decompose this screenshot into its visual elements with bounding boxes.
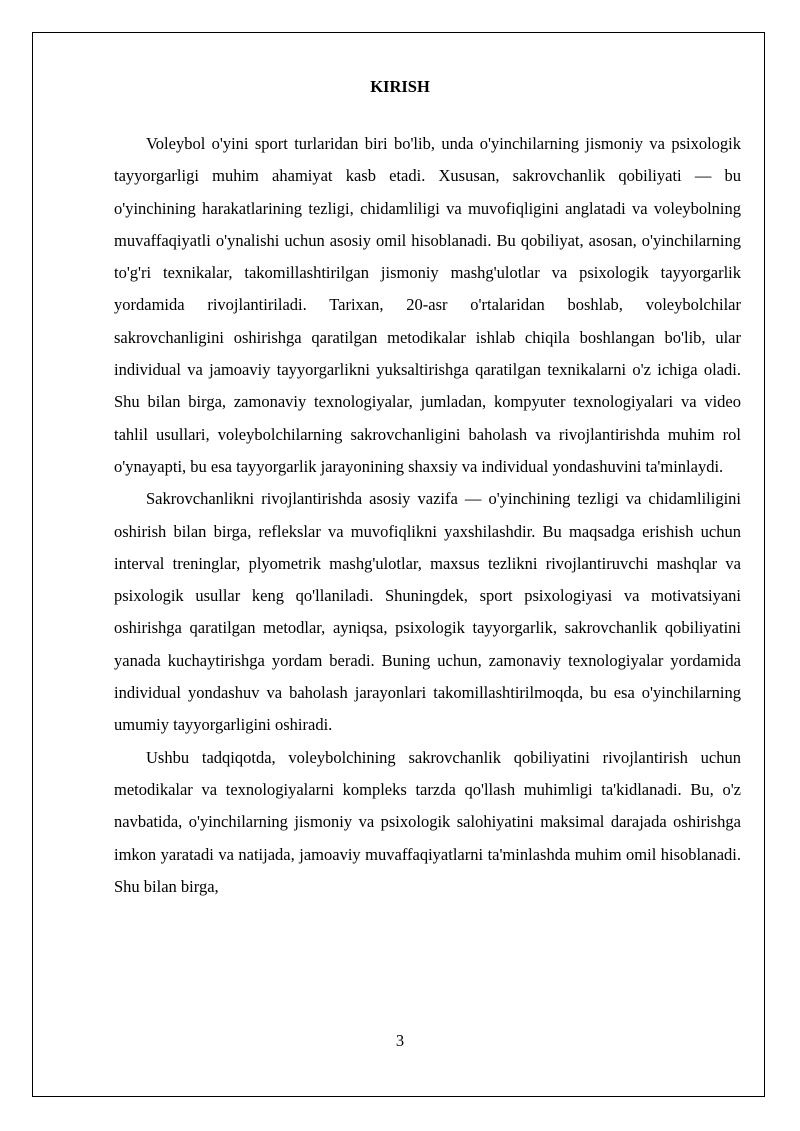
- paragraph-2: Sakrovchanlikni rivojlantirishda asosiy vazifa — o'yinchining tezligi va chidamliligini oshirish bilan birga, reflekslar va muvofiqlikni yaxshilashdir. Bu maqsadga erishish uchun interval treninglar, plyometrik mashg'ulotlar, maxsus tezlikni rivojlantiruvchi mashqlar va psixologik usullar keng qo'llaniladi. Shuningdek, sport psixologiyasi va motivatsiyani oshirishga qaratilgan metodlar, ayniqsa, psixologik tayyorgarlik, sakrovchanlik qobiliyatini yanada kuchaytirishga yordam beradi. Buning uchun, zamonaviy texnologiyalar yordamida individual yondashuv va baholash jarayonlari takomillashtirilmoqda, bu esa o'yinchilarning umumiy tayyorgarligini oshiradi.: [114, 489, 741, 735]
- page-number: 3: [395, 1031, 405, 1050]
- body-text: [114, 128, 741, 903]
- paragraph-3: Ushbu tadqiqotda, voleybolchining sakrovchanlik qobiliyatini rivojlantirish uchun metodikalar va texnologiyalarni kompleks tarzda qo'llash muhimligi ta'kidlanadi. Bu, o'z navbatida, o'yinchilarning jismoniy va psixologik salohiyatini maksimal darajada oshirishga imkon yaratadi va natijada, jamoaviy muvaffaqiyatlarni ta'minlashda muhim omil hisoblanadi. Shu bilan birga,: [114, 747, 741, 896]
- section-heading: KIRISH: [370, 77, 430, 96]
- paragraph-1: Voleybol o'yini sport turlaridan biri bo'lib, unda o'yinchilarning jismoniy va psixologik tayyorgarligi muhim ahamiyat kasb etadi. Xususan, sakrovchanlik qobiliyati — bu o'yinchining harakatlarining tezligi, chidamliligi va muvofiqligini anglatadi va voleybolning muvaffaqiyatli o'ynalishi uchun asosiy omil hisoblanadi. Bu qobiliyat, asosan, o'yinchilarning to'g'ri texnikalar, takomillashtirilgan jismoniy mashg'ulotlar va psixologik tayyorgarlik yordamida rivojlantiriladi. Tarixan, 20-asr o'rtalaridan boshlab, voleybolchilar sakrovchanligini oshirishga qaratilgan metodikalar ishlab chiqila boshlangan bo'lib, ular individual va jamoaviy tayyorgarlikni yuksaltirishga qaratilgan texnikalarni o'z ichiga oladi. Shu bilan birga, zamonaviy texnologiyalar, jumladan, kompyuter texnologiyalari va video tahlil usullari, voleybolchilarning sakrovchanligini baholash va rivojlantirishda muhim rol o'ynayapti, bu esa tayyorgarlik jarayonining shaxsiy va individual yondashuvini ta'minlaydi.: [114, 134, 741, 476]
